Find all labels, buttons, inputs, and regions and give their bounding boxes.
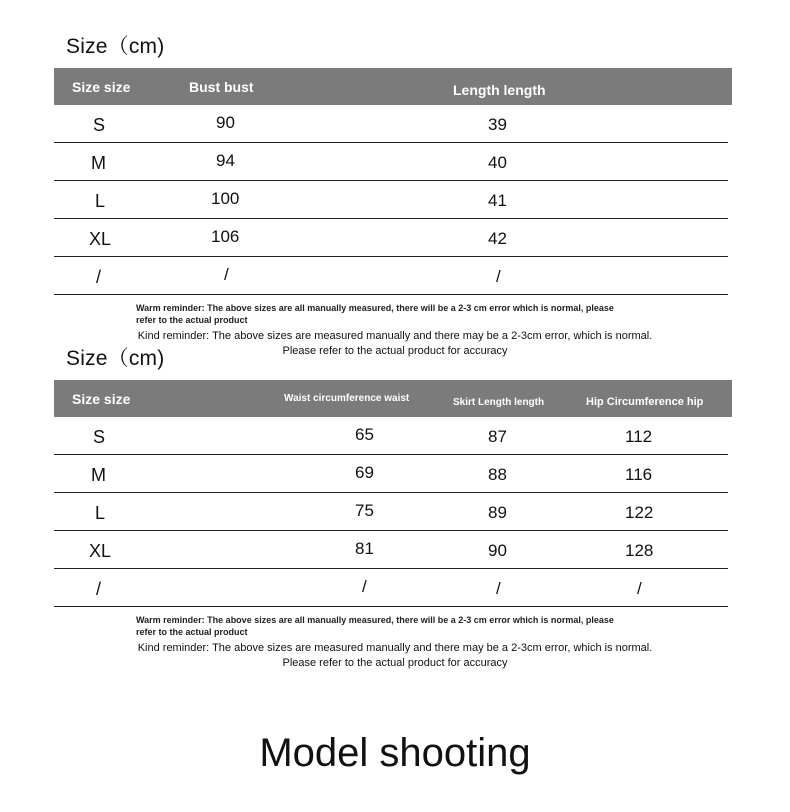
table-row [54,417,728,455]
cell-size: S [93,427,106,447]
table-row [54,493,728,531]
cell-size: / [96,579,102,599]
header-size: Size size [72,79,131,95]
cell-bust: 100 [211,189,240,208]
table-row [54,181,728,219]
cell-size: M [91,465,106,485]
cell-skirt-length: / [496,579,501,598]
header-skirt-length: Skirt Length length [453,397,545,408]
size-title-1: Size（cm) [66,35,165,58]
cell-size: L [95,191,106,211]
cell-size: XL [89,541,112,561]
cell-length: 42 [488,229,507,248]
cell-hip: 112 [625,427,653,446]
cell-waist: 75 [355,501,374,520]
cell-skirt-length: 90 [488,541,507,560]
cell-hip: 128 [625,541,654,560]
cell-bust: 90 [216,113,235,132]
table-header [54,68,732,105]
kind-reminder-2 [0,641,790,671]
header-hip: Hip Circumference hip [586,396,704,408]
cell-hip: / [637,579,642,598]
table-row [54,455,728,493]
kind-reminder-line: Please refer to the actual product for accuracy [282,657,508,669]
cell-waist: 81 [355,539,374,558]
table-row [54,531,728,569]
table-row [54,143,728,181]
kind-reminder-line: Kind reminder: The above sizes are measured manually and there may be a 2-3cm error, which is normal. [137,330,653,342]
table-row [54,257,728,295]
cell-skirt-length: 87 [488,427,507,446]
warm-reminder-line: Warm reminder: The above sizes are all manually measured, there will be a 2-3 cm error which is normal, please [136,615,614,625]
cell-size: XL [89,229,112,249]
table-row [54,219,728,257]
cell-bust: / [224,265,229,284]
cell-size: M [91,153,106,173]
cell-length: 41 [488,191,507,210]
table-row [54,569,728,607]
size-title-2: Size（cm) [66,347,165,370]
cell-waist: / [362,577,367,596]
kind-reminder-line: Please refer to the actual product for accuracy [282,345,508,357]
header-length: Length length [453,82,546,98]
table-header [54,380,732,417]
size-table-bottom [54,380,732,607]
table-row [54,105,728,143]
cell-length: / [496,267,501,286]
cell-bust: 106 [211,227,240,246]
cell-skirt-length: 89 [488,503,507,522]
cell-bust: 94 [216,151,235,170]
warm-reminder-line: refer to the actual product [136,315,248,325]
cell-waist: 69 [355,463,374,482]
kind-reminder-line: Kind reminder: The above sizes are measured manually and there may be a 2-3cm error, which is normal. [137,642,653,654]
header-bust: Bust bust [189,79,254,95]
header-size: Size size [72,391,131,407]
cell-hip: 122 [625,503,654,522]
cell-skirt-length: 88 [488,465,507,484]
warm-reminder-line: refer to the actual product [136,627,248,637]
header-waist: Waist circumference waist [284,393,410,404]
cell-length: 40 [488,153,507,172]
cell-length: 39 [488,115,507,134]
warm-reminder-line: Warm reminder: The above sizes are all manually measured, there will be a 2-3 cm error which is normal, please [136,303,614,313]
warm-reminder-1 [136,302,676,326]
size-table-top [54,68,732,295]
cell-size: S [93,115,106,135]
warm-reminder-2 [136,614,676,638]
cell-waist: 65 [355,425,374,444]
model-shooting-title: Model shooting [259,731,531,775]
cell-size: / [96,267,102,287]
cell-size: L [95,503,106,523]
cell-hip: 116 [625,465,653,484]
